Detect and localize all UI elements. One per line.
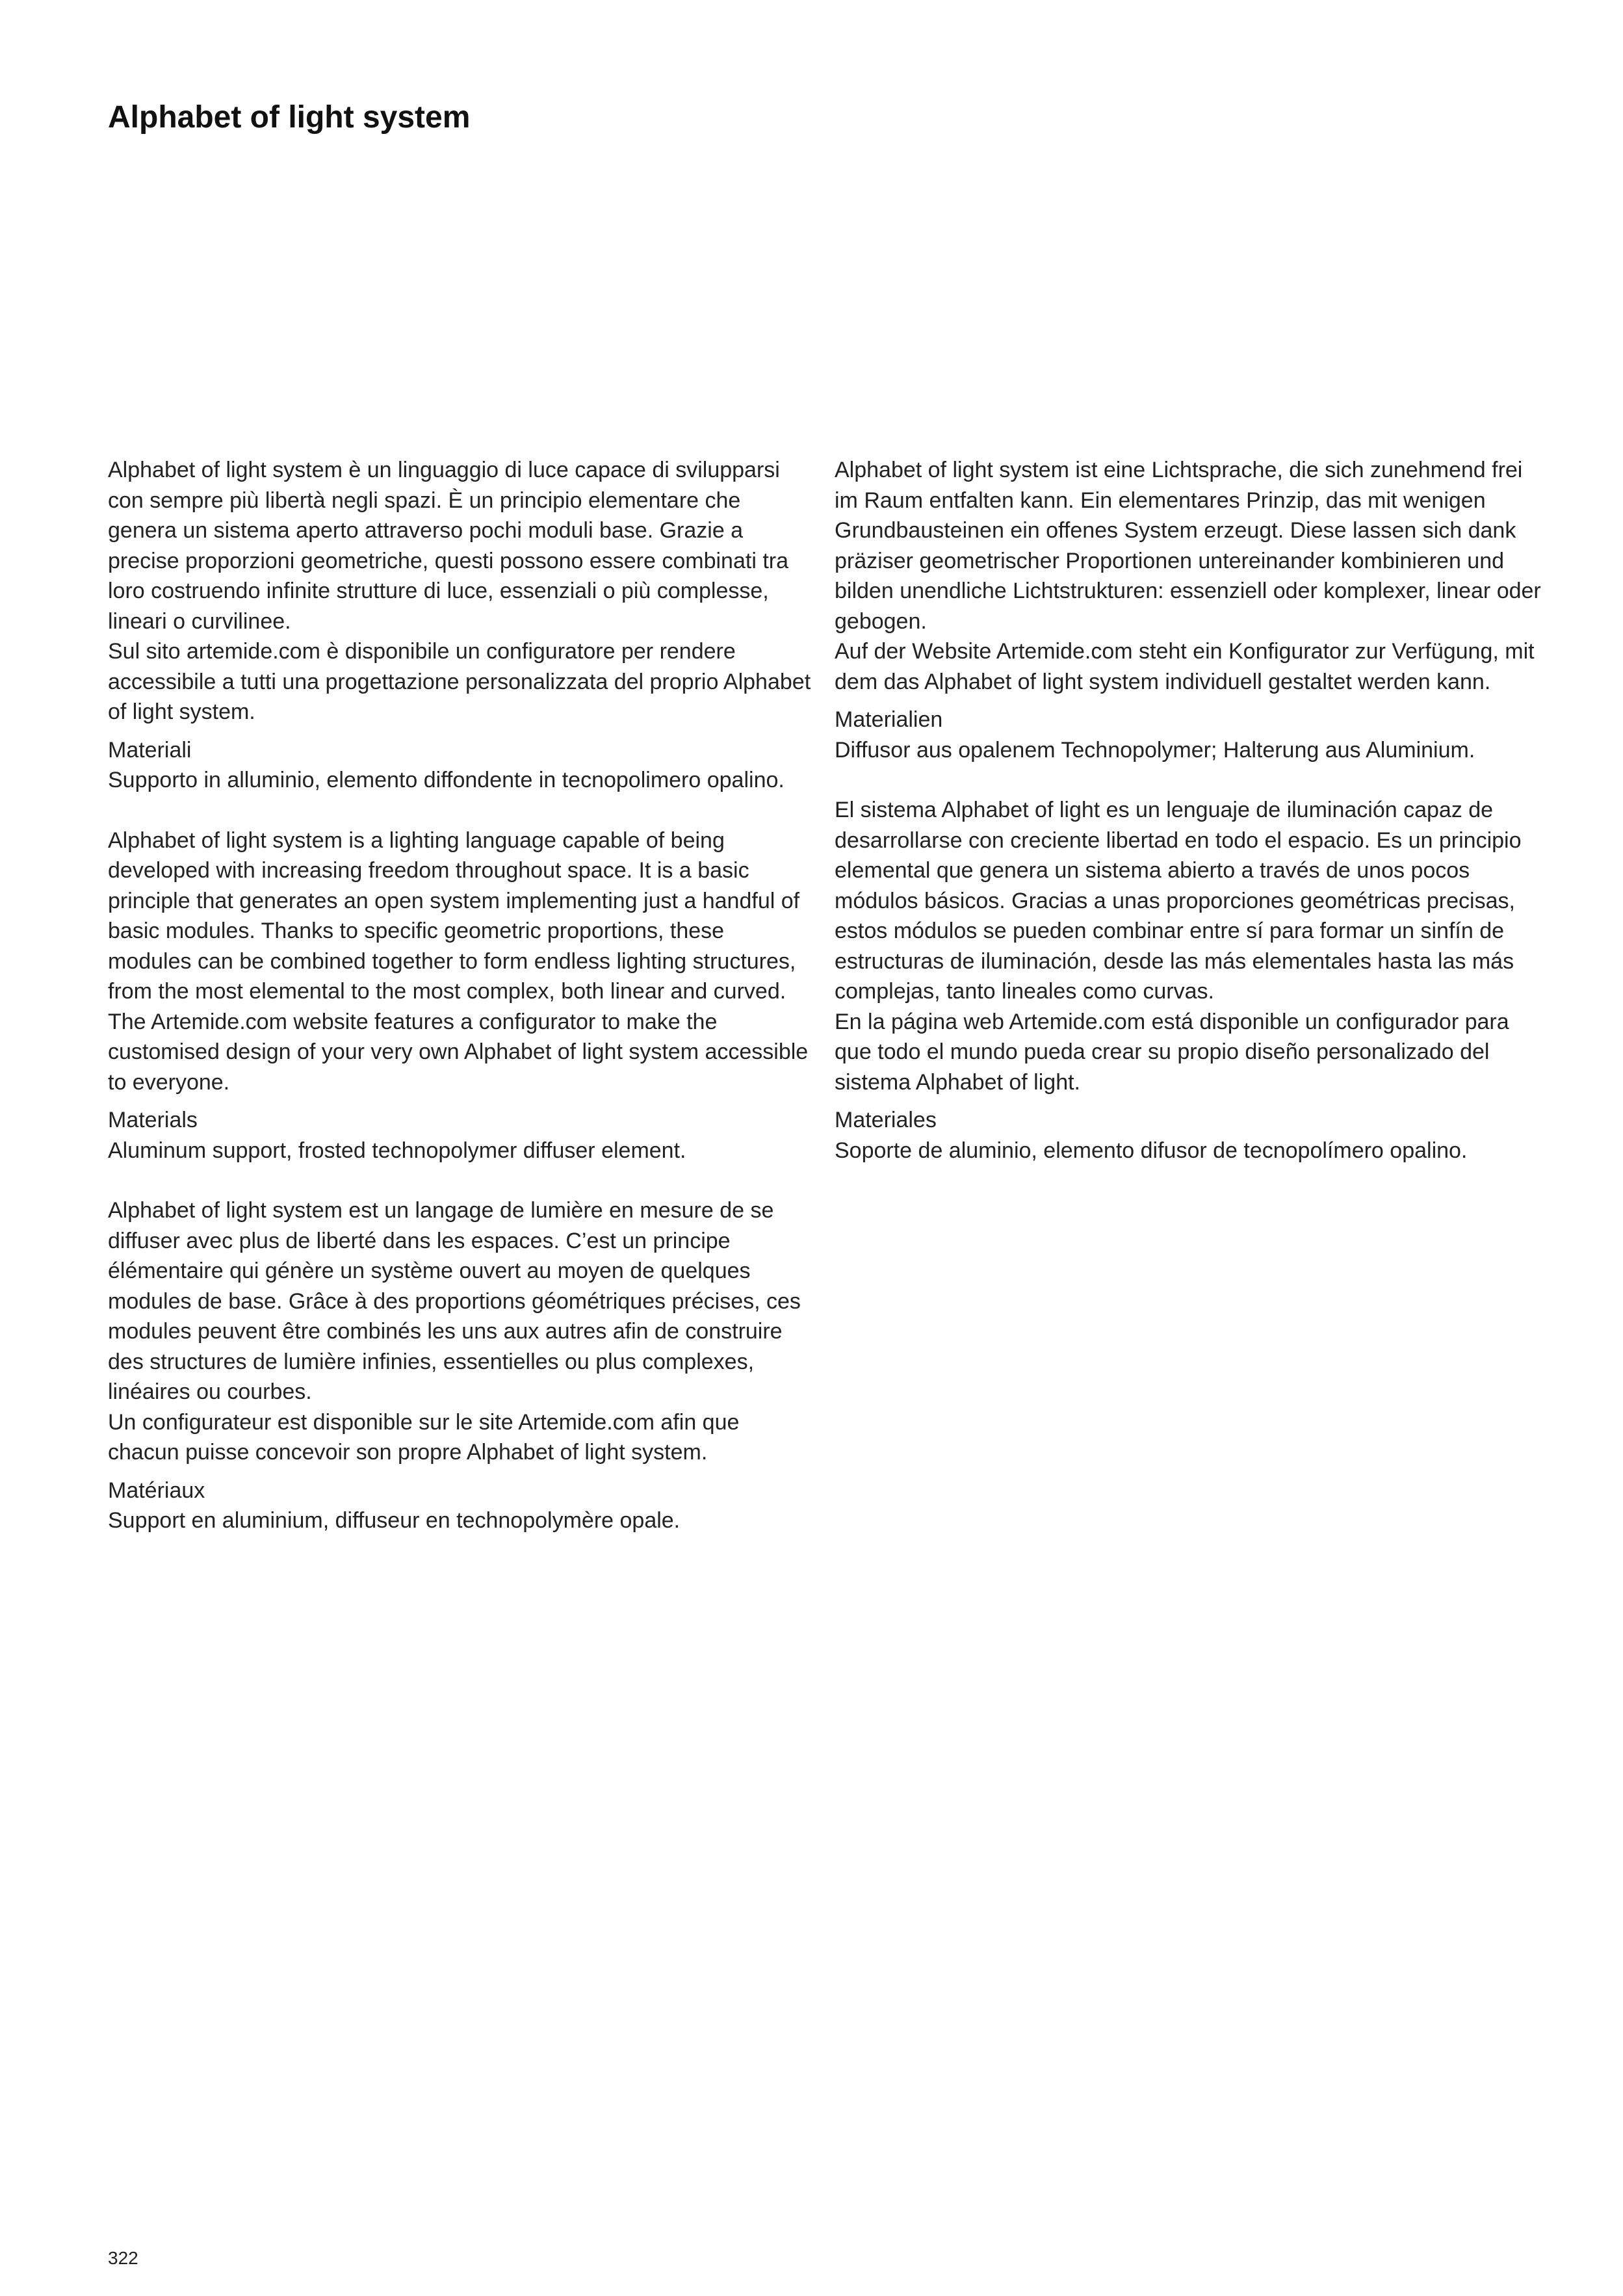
- french-intro: Alphabet of light system est un langage de lumière en mesure de se diffuser avec plus de liberté dans les espaces. C’est un principe élémentaire qui génère un système ouvert au moyen de quelques modules de base. Grâce à des proportions géométriques précises, ces modules peuvent être combinés les uns aux autres afin de construire des structures de lumière infinies, essentielles ou plus complexes, linéaires ou courbes.: [108, 1198, 801, 1404]
- right-column: [835, 455, 1550, 1195]
- page-number: 322: [108, 2248, 138, 2268]
- spanish-section: [835, 795, 1550, 1166]
- italian-materials-heading: Materiali: [108, 737, 192, 763]
- english-intro: Alphabet of light system is a lighting language capable of being developed with increasing freedom throughout space. It is a basic principle that generates an open system implementing just a handful of basic modules. Thanks to specific geometric proportions, these modules can be combined together to form endless lighting structures, from the most elemental to the most complex, both linear and curved.: [108, 828, 800, 1004]
- french-materials-heading: Matériaux: [108, 1478, 205, 1503]
- left-column: [108, 455, 813, 1566]
- spanish-intro: El sistema Alphabet of light es un lenguaje de iluminación capaz de desarrollarse con creciente libertad en todo el espacio. Es un principio elemental que genera un sistema abierto a través de unos pocos módulos básicos. Gracias a unas proporciones geométricas precisas, estos módulos se pueden combinar entre sí para formar un sinfín de estructuras de iluminación, desde las más elementales hasta las más complejas, tanto lineales como curvas.: [835, 798, 1522, 1004]
- german-intro: Alphabet of light system ist eine Lichtsprache, die sich zunehmend frei im Raum entfalten kann. Ein elementares Prinzip, das mit wenigen Grundbausteinen ein offenes System erzeugt. Diese lassen sich dank präziser geometrischer Proportionen untereinander kombinieren und bilden unendliche Lichtstrukturen: essenziell oder komplexer, linear oder gebogen.: [835, 458, 1541, 634]
- page-title: Alphabet of light system: [108, 100, 471, 135]
- english-materials-text: Aluminum support, frosted technopolymer diffuser element.: [108, 1138, 686, 1163]
- italian-configurator: Sul sito artemide.com è disponibile un configuratore per rendere accessibile a tutti una progettazione personalizzata del proprio Alphabet of light system.: [108, 639, 811, 724]
- spanish-configurator: En la página web Artemide.com está disponible un configurador para que todo el mundo pueda crear su propio diseño personalizado del sistema Alphabet of light.: [835, 1009, 1509, 1095]
- german-materials-heading: Materialien: [835, 707, 943, 732]
- italian-intro: Alphabet of light system è un linguaggio di luce capace di svilupparsi con sempre più libertà negli spazi. È un principio elementare che genera un sistema aperto attraverso pochi moduli base. Grazie a precise proporzioni geometriche, questi possono essere combinati tra loro costruendo infinite strutture di luce, essenziali o più complesse, lineari o curvilinee.: [108, 458, 788, 634]
- english-materials-heading: Materials: [108, 1108, 198, 1132]
- italian-section: [108, 455, 813, 796]
- english-configurator: The Artemide.com website features a configurator to make the customised design of your very own Alphabet of light system accessible to everyone.: [108, 1009, 809, 1095]
- spanish-materials-heading: Materiales: [835, 1108, 937, 1132]
- spanish-materials-text: Soporte de aluminio, elemento difusor de tecnopolímero opalino.: [835, 1138, 1468, 1163]
- french-materials-text: Support en aluminium, diffuseur en technopolymère opale.: [108, 1508, 681, 1533]
- french-configurator: Un configurateur est disponible sur le site Artemide.com afin que chacun puisse concevoir son propre Alphabet of light system.: [108, 1409, 740, 1465]
- italian-materials-text: Supporto in alluminio, elemento diffondente in tecnopolimero opalino.: [108, 768, 785, 792]
- german-configurator: Auf der Website Artemide.com steht ein Konfigurator zur Verfügung, mit dem das Alphabet of light system individuell gestaltet werden kann.: [835, 639, 1535, 694]
- french-section: [108, 1195, 813, 1536]
- german-materials-text: Diffusor aus opalenem Technopolymer; Halterung aus Aluminium.: [835, 737, 1475, 763]
- english-section: [108, 826, 813, 1166]
- german-section: [835, 455, 1550, 765]
